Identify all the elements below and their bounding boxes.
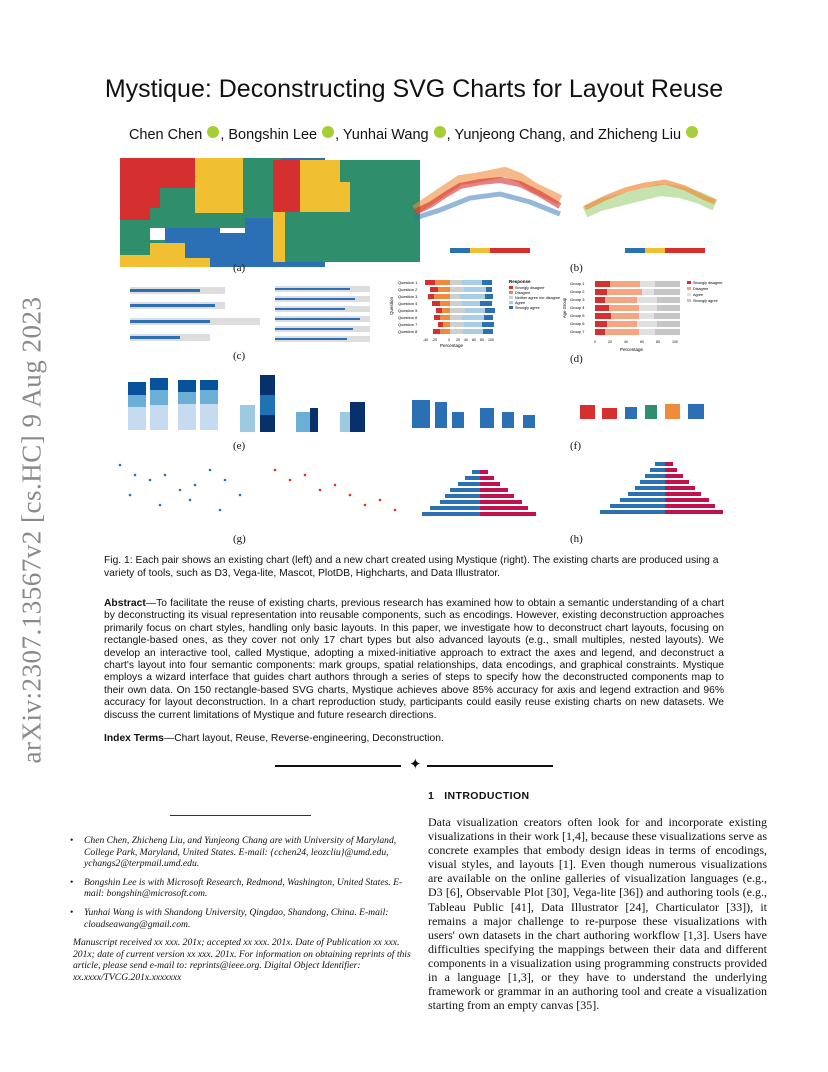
- thumbnail-e-right: [240, 375, 365, 432]
- svg-text:Question: Question: [389, 296, 394, 315]
- svg-text:Question 5: Question 5: [398, 308, 418, 313]
- index-terms: [104, 733, 444, 744]
- orcid-icon[interactable]: [434, 126, 446, 138]
- svg-text:0: 0: [594, 340, 596, 344]
- svg-text:40: 40: [464, 338, 468, 342]
- subfigure-label: (c): [233, 350, 246, 362]
- author-name: Bongshin Lee: [228, 127, 318, 143]
- thumbnail-c-right: [275, 286, 370, 342]
- svg-text:Disagree: Disagree: [693, 287, 709, 291]
- orcid-icon[interactable]: [207, 126, 219, 138]
- svg-text:Neither agree nor disagree: Neither agree nor disagree: [515, 296, 561, 300]
- svg-text:-40: -40: [423, 338, 429, 342]
- abstract-label: Abstract: [104, 598, 146, 609]
- subfigure-label: (g): [233, 533, 246, 545]
- svg-text:Response: Response: [509, 279, 531, 284]
- svg-text:Agree: Agree: [515, 301, 526, 305]
- svg-text:Group 3: Group 3: [570, 297, 585, 302]
- footnote-rule: [170, 815, 311, 816]
- svg-text:60: 60: [640, 340, 644, 344]
- svg-text:Percentage: Percentage: [440, 343, 464, 348]
- svg-text:Group 6: Group 6: [570, 321, 585, 326]
- thumbnail-g-left: [119, 464, 242, 512]
- svg-text:Question 2: Question 2: [398, 287, 418, 292]
- svg-text:Group 7: Group 7: [570, 329, 585, 334]
- svg-text:Disagree: Disagree: [515, 291, 531, 295]
- author-name: Chen Chen: [128, 127, 203, 143]
- section-number: 1: [428, 790, 435, 802]
- svg-text:Question 8: Question 8: [398, 329, 418, 334]
- paper-title: Mystique: Deconstructing SVG Charts for Layout Reuse: [104, 75, 724, 103]
- svg-text:Group 5: Group 5: [570, 313, 585, 318]
- index-terms-text: —Chart layout, Reuse, Reverse-engineering, Deconstruction.: [163, 733, 444, 744]
- figure-graphics: [100, 150, 730, 550]
- orcid-icon[interactable]: [322, 126, 334, 138]
- thumbnail-h-left: [422, 470, 536, 516]
- svg-text:Question 6: Question 6: [398, 315, 418, 320]
- svg-text:60: 60: [472, 338, 476, 342]
- svg-text:Question 1: Question 1: [398, 280, 418, 285]
- thumbnail-b-left: [415, 172, 560, 253]
- orcid-icon[interactable]: [686, 126, 698, 138]
- abstract: [104, 598, 724, 722]
- footnotes: [66, 835, 411, 984]
- footnote-item: • Bongshin Lee is with Microsoft Research, Redmond, Washington, United States. E-mail: bongshin@microsoft.com.: [66, 877, 411, 900]
- author-name: Yunhai Wang: [342, 127, 429, 143]
- svg-text:Strongly agree: Strongly agree: [693, 299, 718, 303]
- thumbnail-d-left: [389, 279, 560, 348]
- thumbnail-a-right: [273, 160, 420, 262]
- author-name: Zhicheng Liu: [597, 127, 682, 143]
- abstract-text: —To facilitate the reuse of existing charts, previous research has examined how to obtain a semantic understanding of a chart by deconstructing its visual representation into reusable components, such as encodings. However, existing deconstruction approaches primarily focus on chart styles, handling only basic layouts. In this paper, we investigate how to deconstruct chart layouts, focusing on rectangle-based ones, as they cover not only 17 chart types but also advanced layouts (e.g., small multiples, nested layouts). We develop an interactive tool, called Mystique, adopting a mixed-initiative approach to extract the axes and legend, and deconstruct a chart's layout into four semantic components: mark groups, spatial relationships, data encodings, and graphical constraints. Mystique employs a wizard interface that guides chart authors through a series of steps to specify how the deconstructed components map to their own data. On 150 rectangle-based SVG charts, Mystique achieves above 85% accuracy for axis and legend extraction and 96% accuracy for layout deconstruction. In a chart reproduction study, participants could easily reuse existing charts on new datasets. We discuss the current limitations of Mystique and future research directions.: [104, 598, 724, 721]
- subfigure-label: (e): [233, 440, 246, 452]
- section-title: INTRODUCTION: [444, 790, 530, 802]
- subfigure-label: (d): [570, 353, 583, 365]
- subfigure-label: (f): [570, 440, 581, 452]
- svg-text:100: 100: [672, 340, 678, 344]
- footnote-item: • Chen Chen, Zhicheng Liu, and Yunjeong Chang are with University of Maryland, College Park, Maryland, United States. E-mail: {cchen24, leozcliu}@umd.edu, ychangs2@terpmail.umd.edu.: [66, 835, 411, 870]
- manuscript-note: Manuscript received xx xxx. 201x; accepted xx xxx. 201x. Date of Publication xx xxx. 201x; date of current version xx xxx. 201x. For information on obtaining reprints of this article, please send e-mail to: reprints@ieee.org. Digital Object Identifier: xx.xxxx/TVCG.201x.xxxxxxx: [73, 937, 411, 983]
- svg-text:Group 4: Group 4: [570, 305, 585, 310]
- svg-text:100: 100: [488, 338, 494, 342]
- svg-text:Age Group: Age Group: [562, 297, 567, 318]
- svg-text:Question 4: Question 4: [398, 301, 418, 306]
- svg-text:20: 20: [608, 340, 612, 344]
- thumbnail-h-right: [600, 462, 723, 514]
- figure-caption: Fig. 1: Each pair shows an existing chart (left) and a new chart created using Mystique (right). The existing charts are produced using a variety of tools, such as D3, Vega-lite, Mascot, PlotDB, Highcharts, and Data Illustrator.: [104, 555, 719, 579]
- svg-text:Agree: Agree: [693, 293, 704, 297]
- author-name: Yunjeong Chang: [454, 127, 562, 143]
- section-heading: [428, 790, 530, 802]
- author-list: Chen Chen , Bongshin Lee , Yunhai Wang , Yunjeong Chang, and Zhicheng Liu: [0, 126, 828, 143]
- svg-text:Question 3: Question 3: [398, 294, 418, 299]
- arxiv-identifier: arXiv:2307.13567v2 [cs.HC] 9 Aug 2023: [16, 296, 47, 764]
- thumbnail-f-left: [412, 400, 535, 428]
- svg-text:Group 2: Group 2: [570, 289, 585, 294]
- divider-line-left: [275, 765, 401, 767]
- svg-text:-20: -20: [432, 338, 438, 342]
- svg-text:Strongly agree: Strongly agree: [515, 306, 540, 310]
- subfigure-label: (h): [570, 533, 583, 545]
- svg-text:Strongly disagree: Strongly disagree: [693, 281, 723, 285]
- svg-text:20: 20: [456, 338, 460, 342]
- thumbnail-d-right: [562, 281, 723, 352]
- thumbnail-g-right: [274, 469, 397, 512]
- thumbnail-b-right: [585, 182, 715, 253]
- svg-text:Strongly disagree: Strongly disagree: [515, 286, 545, 290]
- svg-text:40: 40: [624, 340, 628, 344]
- svg-text:0: 0: [448, 338, 450, 342]
- divider-ornament-icon: ✦: [409, 756, 422, 773]
- subfigure-label: (b): [570, 262, 583, 274]
- thumbnail-e-left: [128, 378, 218, 430]
- svg-text:Percentage: Percentage: [620, 347, 644, 352]
- thumbnail-c-left: [130, 287, 260, 341]
- svg-text:Group 1: Group 1: [570, 281, 585, 286]
- svg-text:80: 80: [480, 338, 484, 342]
- subfigure-label: (a): [233, 262, 246, 274]
- svg-text:Question 7: Question 7: [398, 322, 418, 327]
- footnote-item: • Yunhai Wang is with Shandong University, Qingdao, Shandong, China. E-mail: cloudseawang@gmail.com.: [66, 907, 411, 930]
- divider-line-right: [427, 765, 553, 767]
- introduction-paragraph: Data visualization creators often look for and incorporate existing visualizations in their work [1,4], because these visualizations serve as concrete examples that embody design ideas in terms of encodings, visual styles, and layouts [1]. Even though numerous visualizations are available on the online galleries of visualization languages (e.g., D3 [6], Observable Plot [30], Vega-lite [36]) and authoring tools (e.g., Tableau Public [41], Data Illustrator [24], Charticulator [33]), it remains a major challenge to re-purpose these visualizations with users' own datasets in the chart authoring workflow [1,3]. Users have difficulties specifying the mappings between their data and different components in a visualization using programming constructs provided in a language [1,3], or they have to understand the underlying framework or grammar in an authoring tool and create a visualization starting from an empty canvas [35].: [428, 815, 767, 1013]
- figure-1: [100, 150, 730, 550]
- index-terms-label: Index Terms: [104, 733, 164, 744]
- svg-text:80: 80: [656, 340, 660, 344]
- thumbnail-f-right: [580, 404, 704, 419]
